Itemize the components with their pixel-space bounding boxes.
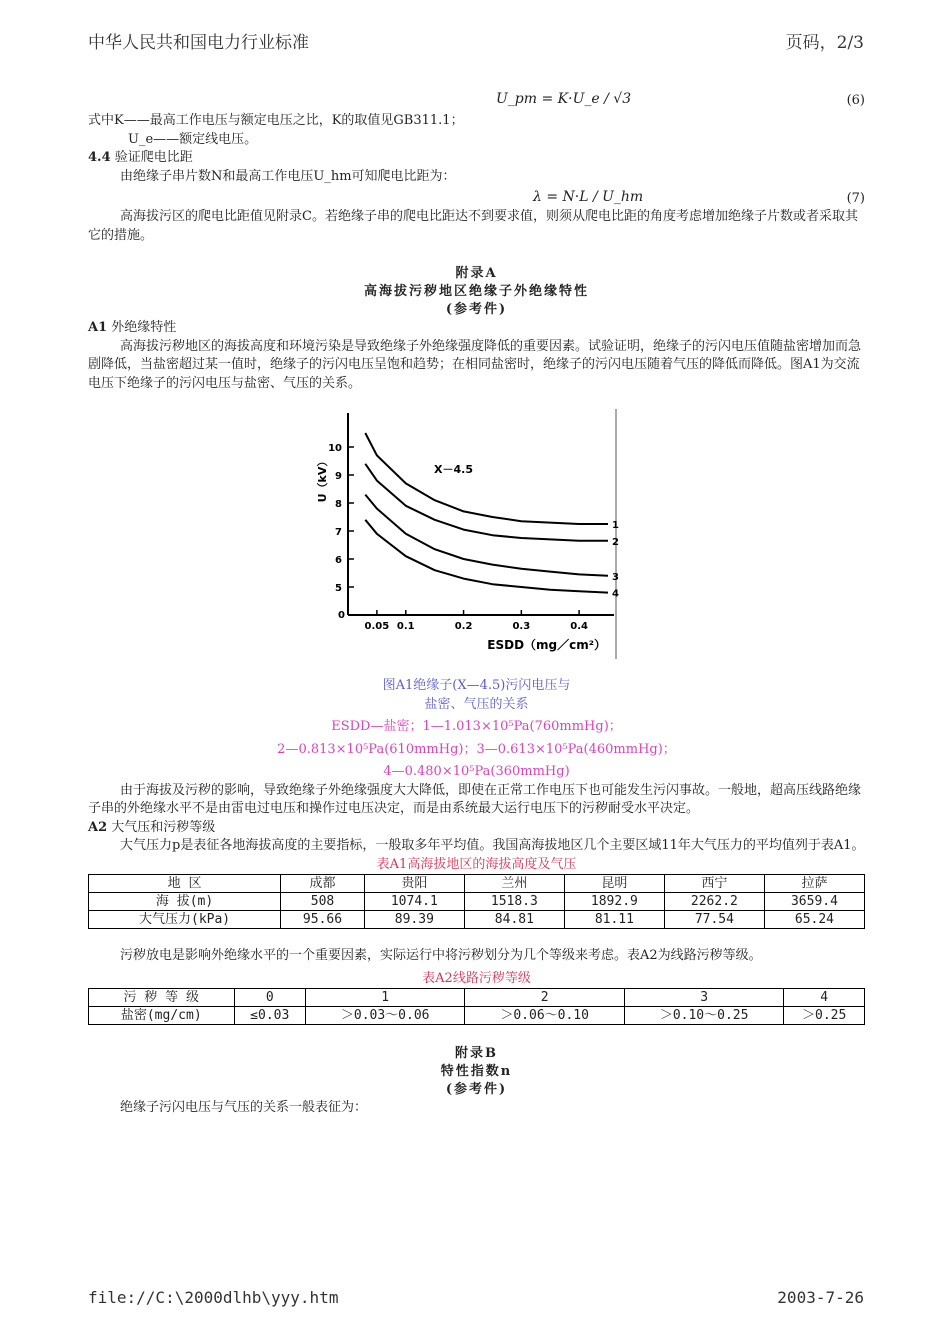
series-label-3: 3 bbox=[612, 571, 619, 583]
y-tick-label: 8 bbox=[335, 499, 342, 510]
table-cell: 污 秽 等 级 bbox=[89, 989, 235, 1007]
section-title: 验证爬电比距 bbox=[114, 150, 193, 165]
appendix-label: 附录A bbox=[455, 266, 498, 281]
x-tick-label: 0.4 bbox=[570, 621, 588, 632]
paragraph: 大气压力p是表征各地海拔高度的主要指标，一般取多年平均值。我国高海拔地区几个主要区域11年大气压力的平均值列于表A1。 bbox=[120, 838, 865, 853]
table-cell: 3659.4 bbox=[764, 893, 864, 911]
table-a2 bbox=[88, 988, 865, 1025]
table-cell: 89.39 bbox=[364, 911, 464, 929]
table-cell: 2 bbox=[465, 989, 624, 1007]
document-body bbox=[88, 88, 865, 1118]
section-number: A2 bbox=[88, 819, 108, 835]
table-cell: 地 区 bbox=[89, 875, 281, 893]
table-row bbox=[89, 989, 865, 1007]
table-cell: 大气压力(kPa) bbox=[89, 911, 281, 929]
origin-label: 0 bbox=[338, 610, 345, 621]
table-cell: 2262.2 bbox=[664, 893, 764, 911]
table-row bbox=[89, 893, 865, 911]
y-tick-label: 9 bbox=[335, 471, 342, 482]
table-cell: 4 bbox=[784, 989, 865, 1007]
table-cell: 65.24 bbox=[764, 911, 864, 929]
appendix-note: (参考件) bbox=[445, 302, 508, 317]
table-cell: 兰州 bbox=[464, 875, 564, 893]
x-axis-label: ESDD（mg／cm²） bbox=[487, 638, 606, 652]
print-date: 2003-7-26 bbox=[777, 1288, 864, 1307]
figure-caption: 图A1绝缘子(X—4.5)污闪电压与 bbox=[382, 678, 571, 693]
table-cell: 1074.1 bbox=[364, 893, 464, 911]
section-title: 外绝缘特性 bbox=[111, 320, 177, 335]
table-cell: 84.81 bbox=[464, 911, 564, 929]
equation-6-number: (6) bbox=[846, 93, 865, 108]
figure-note: 4—0.480×10⁵Pa(360mmHg) bbox=[383, 764, 570, 779]
table-cell: 508 bbox=[281, 893, 365, 911]
paragraph: 由于海拔及污秽的影响，导致绝缘子外绝缘强度大大降低，即使在正常工作电压下也可能发生污闪事故。一般地，超高压线路绝缘子串的外绝缘水平不是由雷电过电压和操作过电压决定，而是由系统最大运行电压下的污秽耐受水平决定。 bbox=[88, 782, 862, 816]
figure-caption: 盐密、气压的关系 bbox=[424, 696, 529, 712]
x-tick-label: 0.05 bbox=[364, 621, 390, 632]
paragraph: 由绝缘子串片数N和最高工作电压U_hm可知爬电比距为： bbox=[120, 168, 456, 184]
figure-note: ESDD—盐密；1—1.013×10⁵Pa(760mmHg)； bbox=[331, 719, 622, 734]
figure-note: 2—0.813×10⁵Pa(610mmHg)；3—0.613×10⁵Pa(460mmHg)； bbox=[277, 741, 676, 757]
table-cell: ≤0.03 bbox=[234, 1007, 305, 1025]
y-tick-label: 5 bbox=[335, 583, 342, 594]
table-cell: 95.66 bbox=[281, 911, 365, 929]
y-tick-label: 6 bbox=[335, 555, 342, 566]
table-a2-title: 表A2线路污秽等级 bbox=[422, 970, 531, 986]
x-tick-label: 0.3 bbox=[512, 621, 531, 632]
equation-6-formula: U_pm = K·U_e / √3 bbox=[496, 91, 632, 107]
appendix-a-heading bbox=[88, 265, 865, 319]
table-cell: ＞0.03～0.06 bbox=[305, 1007, 464, 1025]
chart-title: X－4.5 bbox=[434, 463, 473, 476]
x-tick-label: 0.1 bbox=[396, 621, 415, 632]
table-cell: 1 bbox=[305, 989, 464, 1007]
table-cell: 成都 bbox=[281, 875, 365, 893]
chart-svg bbox=[314, 409, 734, 677]
series-line-3 bbox=[365, 495, 608, 576]
figure-a1-chart bbox=[88, 409, 865, 677]
appendix-label: 附录B bbox=[455, 1046, 498, 1061]
paragraph: 高海拔污秽地区的海拔高度和环境污染是导致绝缘子外绝缘强度降低的重要因素。试验证明，绝缘子的污闪电压值随盐密增加而急剧降低，当盐密超过某一值时，绝缘子的污闪电压呈饱和趋势；在相同盐密时，绝缘子的污闪电压随着气压的降低而降低。图A1为交流电压下绝缘子的污闪电压与盐密、气压的关系。 bbox=[88, 338, 862, 391]
table-row bbox=[89, 875, 865, 893]
table-cell: 贵阳 bbox=[364, 875, 464, 893]
paragraph: 污秽放电是影响外绝缘水平的一个重要因素，实际运行中将污秽划分为几个等级来考虑。表A2为线路污秽等级。 bbox=[120, 948, 762, 963]
paragraph: 绝缘子污闪电压与气压的关系一般表征为： bbox=[120, 1100, 368, 1115]
y-tick-label: 10 bbox=[328, 443, 342, 454]
table-cell: 81.11 bbox=[564, 911, 664, 929]
table-row bbox=[89, 911, 865, 929]
appendix-b-heading bbox=[88, 1045, 865, 1099]
section-title: 大气压和污秽等级 bbox=[111, 819, 216, 835]
table-cell: 昆明 bbox=[564, 875, 664, 893]
paragraph: 高海拔污区的爬电比距值见附录C。若绝缘子串的爬电比距达不到要求值，则须从爬电比距的角度考虑增加绝缘子片数或者采取其它的措施。 bbox=[88, 209, 858, 243]
text-line: U_e——额定线电压。 bbox=[128, 131, 258, 147]
equation-7 bbox=[88, 186, 865, 208]
section-number: 4.4 bbox=[88, 150, 111, 165]
equation-7-formula: λ = N·L / U_hm bbox=[533, 189, 644, 205]
table-row bbox=[89, 1007, 865, 1025]
table-a1-title: 表A1高海拔地区的海拔高度及气压 bbox=[376, 856, 577, 872]
y-tick-label: 7 bbox=[335, 527, 342, 538]
table-a1 bbox=[88, 874, 865, 929]
table-cell: 海 拔(m) bbox=[89, 893, 281, 911]
table-cell: 0 bbox=[234, 989, 305, 1007]
series-label-4: 4 bbox=[612, 588, 619, 600]
table-cell: 1518.3 bbox=[464, 893, 564, 911]
appendix-title: 高海拔污秽地区绝缘子外绝缘特性 bbox=[363, 284, 589, 299]
text-line: 式中K——最高工作电压与额定电压之比，K的取值见GB311.1； bbox=[88, 113, 464, 128]
x-tick-label: 0.2 bbox=[454, 621, 473, 632]
table-cell: ＞0.06～0.10 bbox=[465, 1007, 624, 1025]
series-line-1 bbox=[365, 433, 608, 524]
table-cell: 3 bbox=[624, 989, 783, 1007]
table-cell: 拉萨 bbox=[764, 875, 864, 893]
file-path: file://C:\2000dlhb\yyy.htm bbox=[88, 1288, 339, 1307]
table-cell: ＞0.10～0.25 bbox=[624, 1007, 783, 1025]
series-label-2: 2 bbox=[612, 536, 619, 548]
section-number: A1 bbox=[88, 320, 108, 335]
table-cell: 西宁 bbox=[664, 875, 764, 893]
appendix-note: (参考件) bbox=[445, 1082, 508, 1097]
table-cell: 77.54 bbox=[664, 911, 764, 929]
header-title: 中华人民共和国电力行业标准 bbox=[88, 33, 309, 53]
series-label-1: 1 bbox=[612, 520, 619, 531]
table-cell: 盐密(mg/cm) bbox=[89, 1007, 235, 1025]
y-axis-label: U（kV） bbox=[316, 455, 329, 503]
appendix-title: 特性指数n bbox=[440, 1064, 513, 1079]
equation-7-number: (7) bbox=[846, 191, 865, 206]
page-number: 页码，2/3 bbox=[785, 33, 864, 53]
table-cell: ＞0.25 bbox=[784, 1007, 865, 1025]
equation-6 bbox=[88, 88, 865, 112]
table-cell: 1892.9 bbox=[564, 893, 664, 911]
